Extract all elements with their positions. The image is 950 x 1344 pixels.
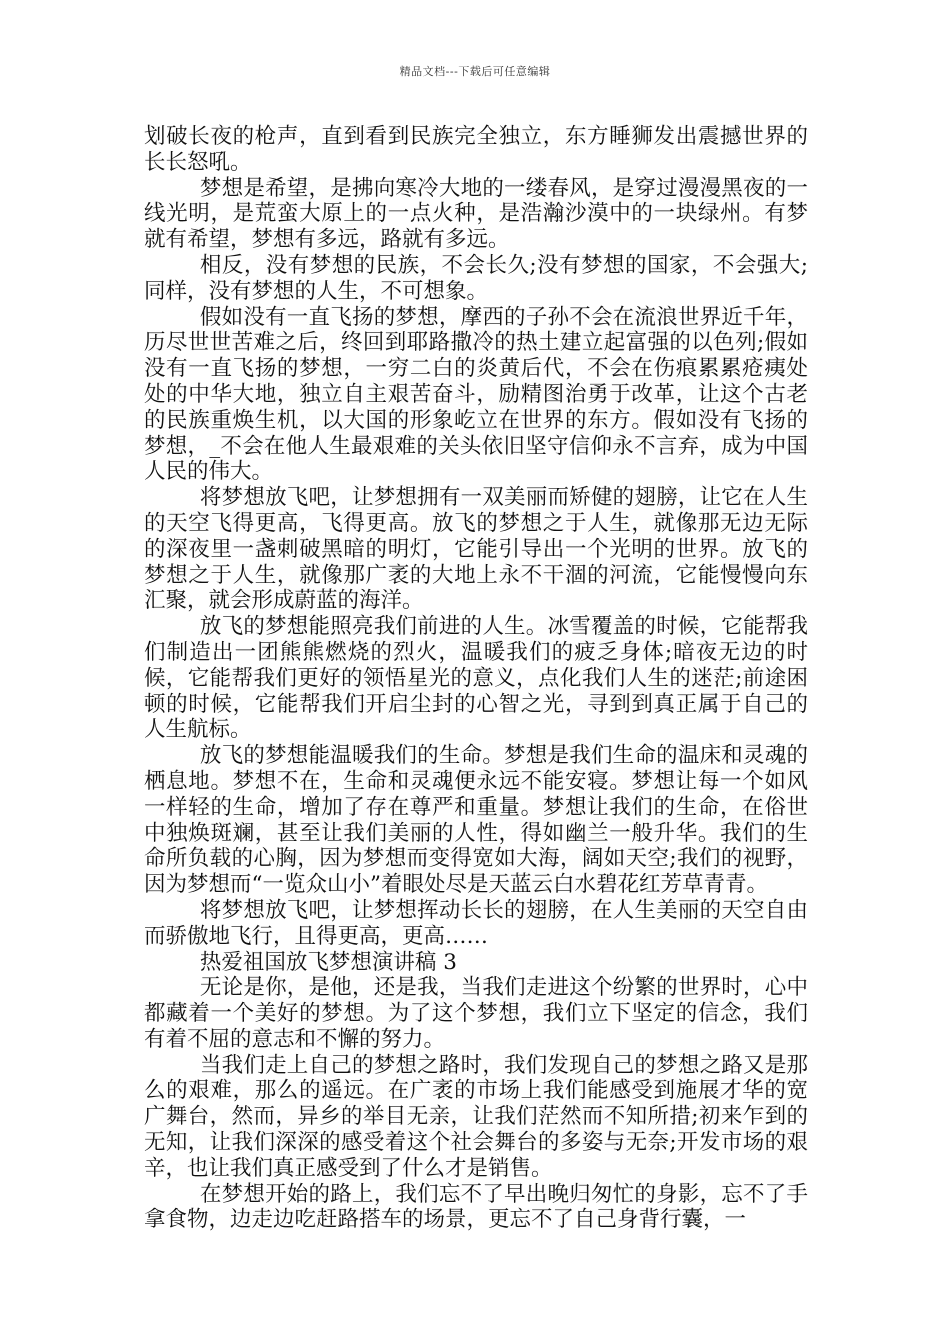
- paragraph-6: 放飞的梦想能照亮我们前进的人生。冰雪覆盖的时候，它能帮我们制造出一团熊熊燃烧的烈火，温暖我们的疲乏身体;暗夜无边的时候，它能帮我们更好的领悟星光的意义，点化我们人生的迷茫;前途困顿的时候，它能帮我们开启尘封的心智之光，寻到到真正属于自己的人生航标。: [144, 614, 808, 743]
- page-header: 精品文档---下载后可任意编辑: [399, 65, 551, 78]
- paragraph-10: 当我们走上自己的梦想之路时，我们发现自己的梦想之路又是那么的艰难，那么的遥远。在广袤的市场上我们能感受到施展才华的宽广舞台，然而，异乡的举目无亲，让我们茫然而不知所措;初来乍到的无知，让我们深深的感受着这个社会舞台的多姿与无奈;开发市场的艰辛，也让我们真正感受到了什么才是销售。: [144, 1052, 808, 1181]
- document-body: [144, 124, 808, 1233]
- paragraph-8: 将梦想放飞吧，让梦想挥动长长的翅膀，在人生美丽的天空自由而骄傲地飞行，且得更高，更高……: [144, 897, 808, 949]
- paragraph-9: 无论是你，是他，还是我，当我们走进这个纷繁的世界时，心中都藏着一个美好的梦想。为了这个梦想，我们立下坚定的信念，我们有着不屈的意志和不懈的努力。: [144, 975, 808, 1052]
- paragraph-7: 放飞的梦想能温暖我们的生命。梦想是我们生命的温床和灵魂的栖息地。梦想不在，生命和灵魂便永远不能安寝。梦想让每一个如风一样轻的生命，增加了存在尊严和重量。梦想让我们的生命，在俗世中独焕斑斓，甚至让我们美丽的人性，得如幽兰一般升华。我们的生命所负载的心胸，因为梦想而变得宽如大海，阔如天空;我们的视野，因为梦想而“一览众山小”着眼处尽是天蓝云白水碧花红芳草青青。: [144, 743, 808, 898]
- paragraph-1: 划破长夜的枪声，直到看到民族完全独立，东方睡狮发出震撼世界的长长怒吼。: [144, 124, 808, 175]
- paragraph-11: 在梦想开始的路上，我们忘不了早出晚归匆忙的身影，忘不了手拿食物，边走边吃赶路搭车的场景，更忘不了自己身背行囊，一: [144, 1181, 808, 1233]
- paragraph-4: 假如没有一直飞扬的梦想，摩西的子孙不会在流浪世界近千年，历尽世世苦难之后，终回到耶路撒冷的热土建立起富强的以色列;假如没有一直飞扬的梦想，一穷二白的炎黄后代，不会在伤痕累累疮痍处处的中华大地，独立自主艰苦奋斗，励精图治勇于改革，让这个古老的民族重焕生机，以大国的形象屹立在世界的东方。假如没有飞扬的梦想，_不会在他人生最艰难的关头依旧坚守信仰永不言弃，成为中国人民的伟大。: [144, 304, 808, 485]
- paragraph-2: 梦想是希望，是拂向寒冷大地的一缕春风，是穿过漫漫黑夜的一线光明，是荒蛮大原上的一点火种，是浩瀚沙漠中的一块绿州。有梦就有希望，梦想有多远，路就有多远。: [144, 175, 808, 253]
- paragraph-3: 相反，没有梦想的民族，不会长久;没有梦想的国家，不会强大;同样，没有梦想的人生，不可想象。: [144, 252, 808, 304]
- paragraph-5: 将梦想放飞吧，让梦想拥有一双美丽而矫健的翅膀，让它在人生的天空飞得更高，飞得更高。放飞的梦想之于人生，就像那无边无际的深夜里一盏刺破黑暗的明灯，它能引导出一个光明的世界。放飞的梦想之于人生，就像那广袤的大地上永不干涸的河流，它能慢慢向东汇聚，就会形成蔚蓝的海洋。: [144, 485, 808, 614]
- section-heading: 热爱祖国放飞梦想演讲稿 3: [199, 949, 457, 975]
